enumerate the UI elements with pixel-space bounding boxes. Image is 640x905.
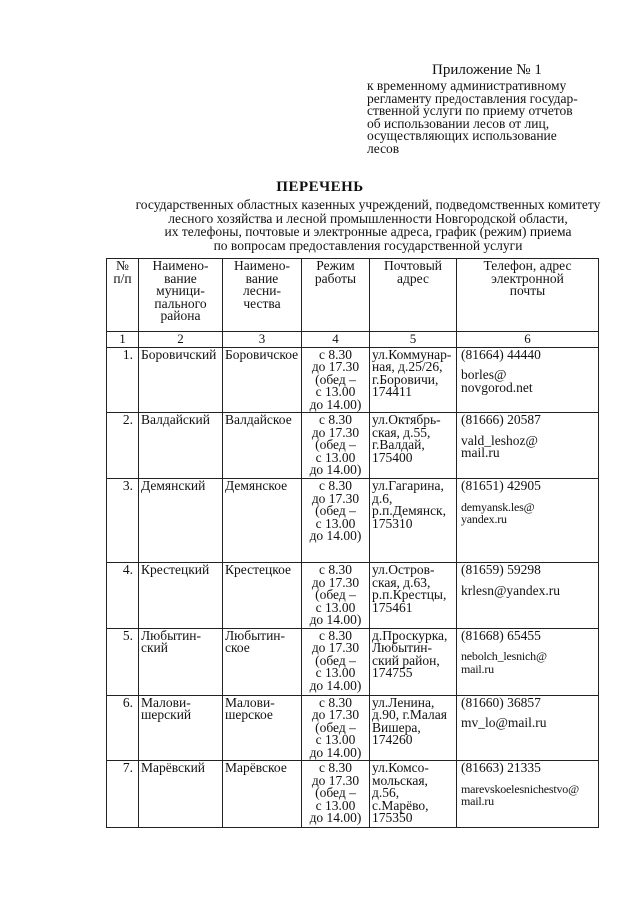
email-address: krlesn@yandex.ru <box>461 582 561 598</box>
header-cell-address: Почтовый адрес <box>370 259 457 332</box>
document-subtitle-line: по вопросам предоставления государственной услуги <box>213 237 523 253</box>
working-hours-cell: с 8.30 до 17.30 (обед – с 13.00 до 14.00) <box>302 761 370 828</box>
contacts-cell <box>457 413 599 479</box>
row-number-cell: 5. <box>107 628 139 695</box>
table-row <box>107 628 599 695</box>
appendix-subtitle-line: ственной услуги по приему отчетов <box>367 103 573 118</box>
postal-address-cell: ул.Остров- ская, д.63, р.п.Крестцы, 175461 <box>370 563 457 629</box>
district-cell: Боровичский <box>139 347 223 413</box>
postal-address-cell: ул.Октябрь- ская, д.55, г.Валдай, 175400 <box>370 413 457 479</box>
district-cell: Марёвский <box>139 761 223 828</box>
forestry-cell: Демянское <box>223 479 302 563</box>
column-number: 6 <box>457 332 599 348</box>
district-cell: Валдайский <box>139 413 223 479</box>
document-subtitle-line: государственных областных казенных учреждений, подведомственных комитету <box>135 197 601 212</box>
forestry-cell: Валдайское <box>223 413 302 479</box>
table-row <box>107 695 599 761</box>
header-cell-hours: Режим работы <box>302 259 370 332</box>
phone-number: (81664) 44440 <box>461 346 541 362</box>
document-subtitle-line: их телефоны, почтовые и электронные адреса, график (режим) приема <box>164 224 572 239</box>
forestry-cell: Марёвское <box>223 761 302 828</box>
forestry-cell: Боровичское <box>223 347 302 413</box>
row-number-cell: 6. <box>107 695 139 761</box>
postal-address-cell: д.Проскурка, Любытин- ский район, 174755 <box>370 628 457 695</box>
working-hours-cell: с 8.30 до 17.30 (обед – с 13.00 до 14.00) <box>302 413 370 479</box>
appendix-subtitle-line: к временному административному <box>367 78 567 93</box>
forestry-cell: Любытин- ское <box>223 628 302 695</box>
working-hours-cell: с 8.30 до 17.30 (обед – с 13.00 до 14.00) <box>302 479 370 563</box>
contacts-cell <box>457 563 599 629</box>
appendix-subtitle-line: осуществляющих использование <box>367 128 557 143</box>
appendix-subtitle-line: об использовании лесов от лиц, <box>367 115 550 131</box>
table-row <box>107 347 599 413</box>
contacts-cell <box>457 479 599 563</box>
district-cell: Крестецкий <box>139 563 223 629</box>
table-header-row <box>107 259 599 332</box>
row-number-cell: 7. <box>107 761 139 828</box>
email-address: marevskoelesnichestvo@ mail.ru <box>461 781 579 808</box>
phone-number: (81666) 20587 <box>461 412 541 427</box>
row-number-cell: 4. <box>107 563 139 629</box>
forestry-cell: Малови- шерское <box>223 695 302 761</box>
phone-number: (81663) 21335 <box>461 760 541 775</box>
appendix-subtitle <box>367 80 617 155</box>
working-hours-cell: с 8.30 до 17.30 (обед – с 13.00 до 14.00) <box>302 347 370 413</box>
column-number: 4 <box>302 332 370 348</box>
phone-number: (81660) 36857 <box>461 694 541 710</box>
document-heading: ПЕРЕЧЕНЬ <box>276 179 364 195</box>
table-row <box>107 479 599 563</box>
column-number: 3 <box>223 332 302 348</box>
contacts-cell <box>457 347 599 413</box>
working-hours-cell: с 8.30 до 17.30 (обед – с 13.00 до 14.00) <box>302 563 370 629</box>
district-cell: Демянский <box>139 479 223 563</box>
email-address: vald_leshoz@ mail.ru <box>461 432 538 460</box>
table-row <box>107 413 599 479</box>
postal-address-cell: ул.Гагарина, д.6, р.п.Демянск, 175310 <box>370 479 457 563</box>
contacts-cell <box>457 695 599 761</box>
header-cell-forestry: Наимено- вание лесни- чества <box>223 259 302 332</box>
district-cell: Любытин- ский <box>139 628 223 695</box>
table-row <box>107 563 599 629</box>
appendix-title: Приложение № 1 <box>432 62 542 78</box>
district-cell: Малови- шерский <box>139 695 223 761</box>
contacts-cell <box>457 628 599 695</box>
phone-number: (81668) 65455 <box>461 627 541 643</box>
phone-number: (81659) 59298 <box>461 562 541 577</box>
table-row <box>107 761 599 828</box>
email-address: mv_lo@mail.ru <box>461 715 547 730</box>
email-address: borles@ novgorod.net <box>461 367 533 395</box>
postal-address-cell: ул.Ленина, д.90, г.Малая Вишера, 174260 <box>370 695 457 761</box>
header-cell-number: № п/п <box>107 259 139 332</box>
row-number-cell: 1. <box>107 347 139 413</box>
phone-number: (81651) 42905 <box>461 478 541 493</box>
postal-address-cell: ул.Комсо- мольская, д.56, с.Марёво, 175350 <box>370 761 457 828</box>
institutions-table <box>106 258 599 828</box>
document-subtitle-line: лесного хозяйства и лесной промышленности Новгородской области, <box>168 210 568 226</box>
forestry-cell: Крестецкое <box>223 563 302 629</box>
header-cell-district: Наимено- вание муници- пального района <box>139 259 223 332</box>
column-number: 2 <box>139 332 223 348</box>
column-number: 1 <box>107 332 139 348</box>
email-address: nebolch_lesnich@ mail.ru <box>461 649 547 676</box>
working-hours-cell: с 8.30 до 17.30 (обед – с 13.00 до 14.00) <box>302 695 370 761</box>
working-hours-cell: с 8.30 до 17.30 (обед – с 13.00 до 14.00) <box>302 628 370 695</box>
document-subtitle <box>108 198 628 252</box>
column-number: 5 <box>370 332 457 348</box>
table-head <box>107 259 599 348</box>
appendix-subtitle-line: регламенту предоставления государ- <box>367 90 578 106</box>
postal-address-cell: ул.Коммунар- ная, д.25/26, г.Боровичи, 174411 <box>370 347 457 413</box>
contacts-cell <box>457 761 599 828</box>
table-body <box>107 347 599 828</box>
email-address: demyansk.les@ yandex.ru <box>461 499 535 526</box>
row-number-cell: 3. <box>107 479 139 563</box>
header-cell-contacts: Телефон, адрес электронной почты <box>457 259 599 332</box>
row-number-cell: 2. <box>107 413 139 479</box>
appendix-subtitle-line: лесов <box>367 140 400 156</box>
column-number-row <box>107 332 599 348</box>
